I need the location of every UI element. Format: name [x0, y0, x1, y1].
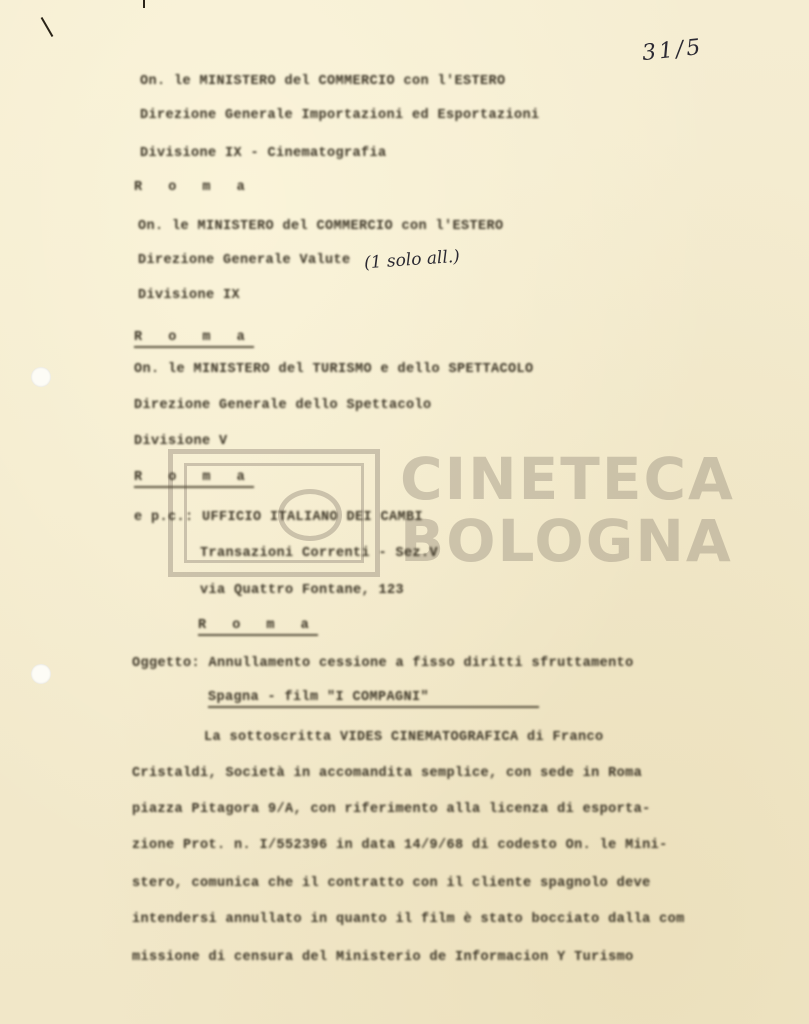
- address-line: Direzione Generale Importazioni ed Esportazioni: [140, 108, 540, 123]
- handwritten-page-number: 31/5: [640, 34, 705, 67]
- body-line: zione Prot. n. I/552396 in data 14/9/68 di codesto On. le Mini-: [132, 838, 668, 853]
- address-line: Direzione Generale dello Spettacolo: [134, 398, 432, 413]
- address-line: Divisione IX: [138, 288, 241, 303]
- subject-line: Oggetto: Annullamento cessione a fisso diritti sfruttamento: [132, 656, 634, 671]
- cc-line: e p.c.: UFFICIO ITALIANO DEI CAMBI: [134, 510, 424, 525]
- punch-hole: [31, 367, 51, 387]
- address-line: On. le MINISTERO del TURISMO e dello SPETTACOLO: [134, 362, 534, 377]
- watermark-text-line2: BOLOGNA: [400, 507, 733, 575]
- body-line: stero, comunica che il contratto con il cliente spagnolo deve: [132, 876, 651, 891]
- punch-hole: [31, 664, 51, 684]
- cc-line: Transazioni Correnti - Sez.V: [200, 546, 439, 561]
- body-line: piazza Pitagora 9/A, con riferimento alla licenza di esporta-: [132, 802, 651, 817]
- city-line: R o m a: [134, 330, 254, 348]
- body-line: missione di censura del Ministerio de Informacion Y Turismo: [132, 950, 634, 965]
- ink-mark: [143, 0, 145, 8]
- city-line: R o m a: [134, 180, 254, 195]
- address-line: Divisione IX - Cinematografia: [140, 146, 387, 161]
- body-line: Cristaldi, Società in accomandita semplice, con sede in Roma: [132, 766, 643, 781]
- address-line: Divisione V: [134, 434, 228, 449]
- body-line: intendersi annullato in quanto il film è stato bocciato dalla com: [132, 912, 685, 927]
- address-line: Direzione Generale Valute: [138, 253, 351, 268]
- city-line: R o m a: [198, 618, 318, 636]
- watermark-text-line1: CINETECA: [400, 445, 735, 513]
- address-line: On. le MINISTERO del COMMERCIO con l'ESTERO: [138, 219, 504, 234]
- cc-line: via Quattro Fontane, 123: [200, 583, 405, 598]
- ink-mark: [41, 17, 54, 37]
- address-line: On. le MINISTERO del COMMERCIO con l'ESTERO: [140, 74, 506, 89]
- handwritten-note: (1 solo all.): [363, 246, 461, 274]
- body-line: La sottoscritta VIDES CINEMATOGRAFICA di Franco: [204, 730, 604, 745]
- city-line: R o m a: [134, 470, 254, 488]
- subject-film-line: Spagna - film "I COMPAGNI": [208, 690, 539, 708]
